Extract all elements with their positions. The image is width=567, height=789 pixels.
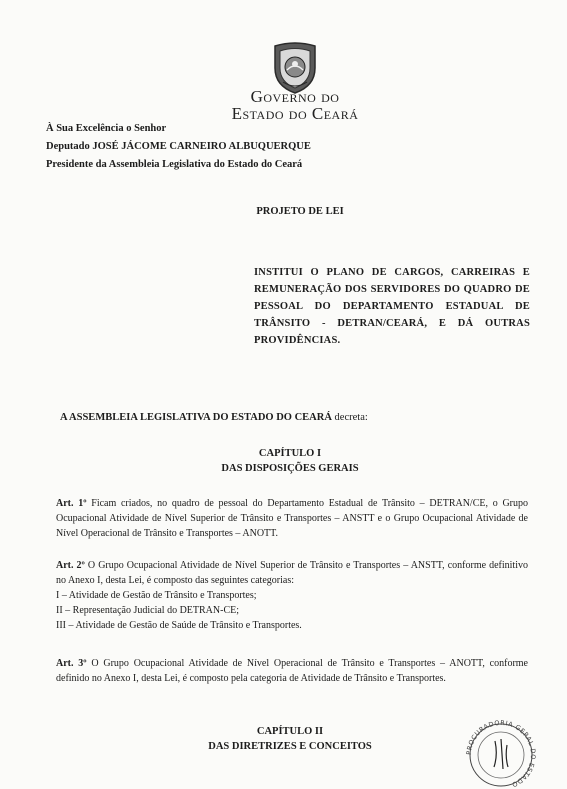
government-title — [215, 88, 375, 122]
article-1 — [56, 496, 528, 541]
article-3-text: O Grupo Ocupacional Atividade de Nível Operacional de Trânsito e Transportes – ANOTT, conforme definido no Anexo I, desta Lei, é composto pela categoria de Atividade de Trânsito e Transportes. — [56, 658, 528, 684]
article-3-label: Art. 3º — [56, 658, 87, 669]
addressee-position: Presidente da Assembleia Legislativa do Estado do Ceará — [46, 159, 303, 170]
document-type: PROJETO DE LEI — [256, 206, 344, 217]
addressee-salutation: À Sua Excelência o Senhor — [46, 123, 167, 134]
chapter-1-heading — [140, 446, 440, 476]
government-title-line2: Estado do Ceará — [231, 104, 359, 123]
addressee-name: Deputado JOSÉ JÁCOME CARNEIRO ALBUQUERQUE — [46, 141, 311, 152]
addressee-block — [46, 120, 466, 174]
article-2-label: Art. 2º — [56, 560, 85, 571]
chapter-2-heading — [140, 724, 440, 754]
chapter-2-title: DAS DIRETRIZES E CONCEITOS — [208, 741, 372, 752]
chapter-2-number: CAPÍTULO II — [256, 726, 324, 737]
article-1-label: Art. 1º — [56, 498, 87, 509]
article-2 — [56, 558, 528, 633]
chapter-1-title: DAS DISPOSIÇÕES GERAIS — [221, 463, 359, 474]
preamble-verb: decreta: — [331, 412, 368, 423]
state-coat-of-arms-icon — [271, 40, 319, 94]
stamp-text: PROCURADORIA GERAL DO ESTADO — [464, 718, 538, 787]
law-summary: INSTITUI O PLANO DE CARGOS, CARREIRAS E REMUNERAÇÃO DOS SERVIDORES DO QUADRO DE PESSOAL DO DEPARTAMENTO ESTADUAL DE TRÂNSITO - DETRAN/CEARÁ, E DÁ OUTRAS PROVIDÊNCIAS. — [254, 267, 530, 346]
svg-text:PROCURADORIA GERAL DO ESTADO — [465, 719, 537, 787]
article-2-item-2: II – Representação Judicial do DETRAN-CE; — [56, 605, 240, 616]
government-title-line1: Governo do — [250, 87, 340, 106]
article-2-item-3: III – Atividade de Gestão de Saúde de Trânsito e Transportes. — [56, 620, 302, 631]
procuradoria-stamp-icon — [461, 717, 541, 787]
article-1-text: Ficam criados, no quadro de pessoal do Departamento Estadual de Trânsito – DETRAN/CE, o Grupo Ocupacional Atividade de Nível Superior de Trânsito e Transportes – ANSTT e o Grupo Ocupacional Atividade de Nível Operacional de Trânsito e Transportes – ANOTT. — [56, 498, 529, 539]
article-2-text: O Grupo Ocupacional Atividade de Nível Superior de Trânsito e Transportes – ANSTT, conforme definitivo no Anexo I, desta Lei, é composto das seguintes categorias: — [56, 560, 528, 586]
article-2-item-1: I – Atividade de Gestão de Trânsito e Transportes; — [56, 590, 257, 601]
preamble — [60, 412, 520, 423]
preamble-enacting-body: A ASSEMBLEIA LEGISLATIVA DO ESTADO DO CEARÁ — [60, 412, 332, 423]
chapter-1-number: CAPÍTULO I — [258, 448, 322, 459]
article-3 — [56, 656, 528, 686]
